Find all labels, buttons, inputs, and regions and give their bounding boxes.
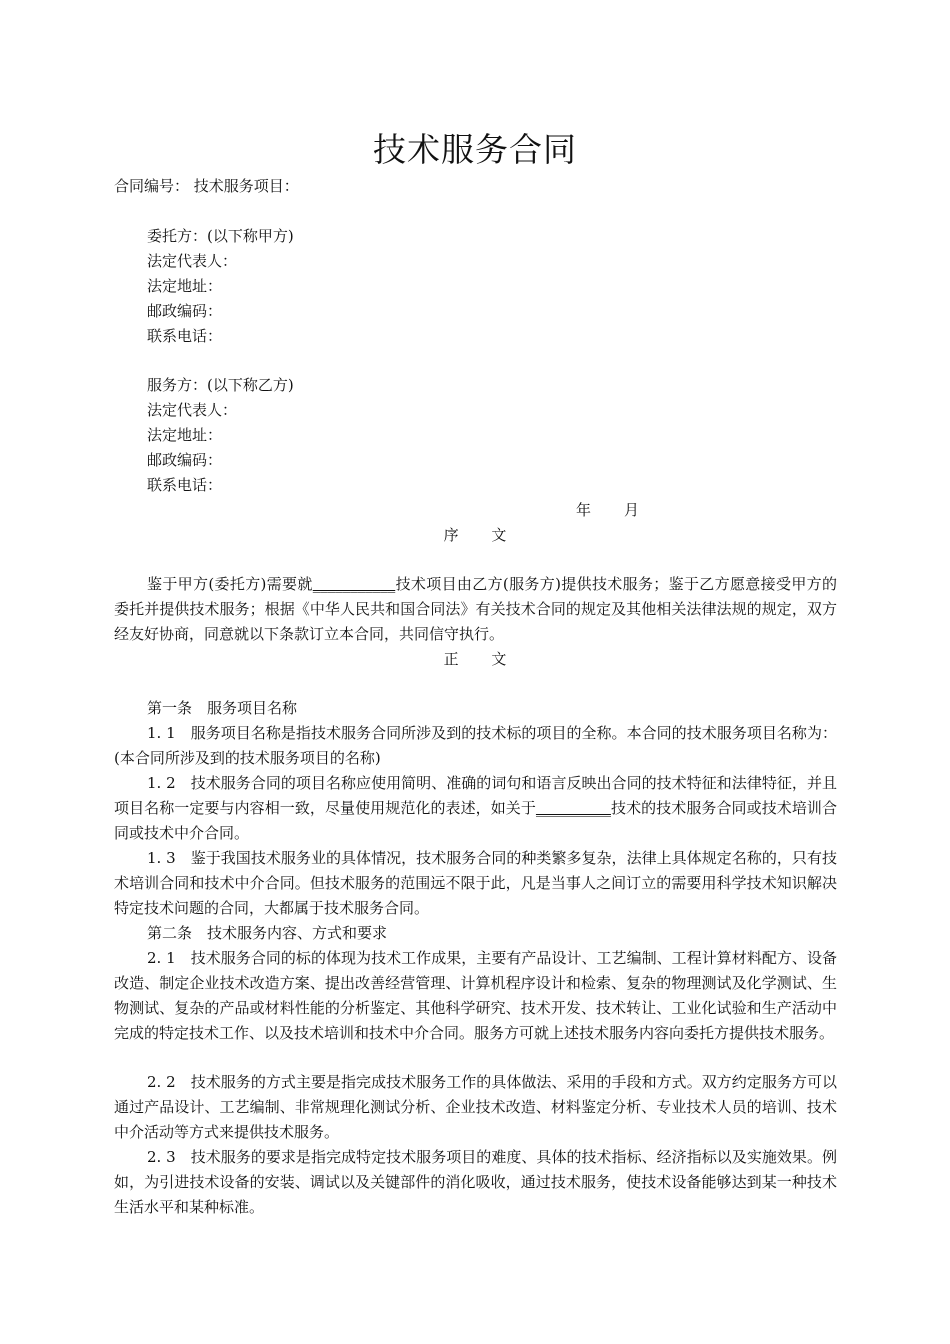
preface-blank: ___________ xyxy=(312,575,396,593)
provider-rep: 法定代表人： xyxy=(147,401,238,419)
client-rep: 法定代表人： xyxy=(147,252,238,270)
date-month: 月 xyxy=(624,501,640,519)
body-title: 正 文 xyxy=(443,650,507,668)
article-1-title: 第一条 服务项目名称 xyxy=(147,699,298,717)
provider-phone: 联系电话： xyxy=(147,476,223,494)
preface-text-2: 技术项目由乙方(服务方)提供技术服务；鉴于乙方愿意接受甲方的委托并提供技术服务；根据《中华人民共和国合同法》有关技术合同的规定及其他相关法律法规的规定，双方经友好协商，同意就以下条款订立本合同，共同信守执行。 xyxy=(114,575,837,643)
client-address: 法定地址： xyxy=(147,277,223,295)
preface-paragraph xyxy=(114,572,837,647)
article-2-title: 第二条 技术服务内容、方式和要求 xyxy=(147,924,388,942)
clause-1-2-text-1: 1. 2 技术服务合同的项目名称应使用简明、准确的词句和语言反映出合同的技术特征和法律特征，并且项目名称一定要与内容相一致，尽量使用规范化的表述，如关于 xyxy=(114,774,837,817)
client-heading: 委托方：(以下称甲方) xyxy=(147,227,294,245)
client-postcode: 邮政编码： xyxy=(147,302,223,320)
clause-1-2-blank: __________ xyxy=(535,799,611,817)
clause-1-2 xyxy=(114,771,837,846)
provider-heading: 服务方：(以下称乙方) xyxy=(147,376,294,394)
clause-1-1: 1. 1 服务项目名称是指技术服务合同所涉及到的技术标的项目的全称。本合同的技术服务项目名称为：(本合同所涉及到的技术服务项目的名称) xyxy=(114,724,837,767)
preface-text-1: 鉴于甲方(委托方)需要就 xyxy=(147,575,313,593)
clause-1-3: 1. 3 鉴于我国技术服务业的具体情况，技术服务合同的种类繁多复杂，法律上具体规定名称的，只有技术培训合同和技术中介合同。但技术服务的范围远不限于此，凡是当事人之间订立的需要用科学技术知识解决特定技术问题的合同，大都属于技术服务合同。 xyxy=(114,849,837,917)
clause-2-3: 2. 3 技术服务的要求是指完成特定技术服务项目的难度、具体的技术指标、经济指标以及实施效果。例如，为引进技术设备的安装、调试以及关键部件的消化吸收，通过技术服务，使技术设备能够达到某一种技术生活水平和某种标准。 xyxy=(114,1148,837,1216)
clause-2-2: 2. 2 技术服务的方式主要是指完成技术服务工作的具体做法、采用的手段和方式。双方约定服务方可以通过产品设计、工艺编制、非常规理化测试分析、企业技术改造、材料鉴定分析、专业技术人员的培训、技术中介活动等方式来提供技术服务。 xyxy=(114,1073,837,1141)
contract-number-line: 合同编号： 技术服务项目： xyxy=(114,177,299,195)
clause-1-2-text-2: 技术的技术服务合同或技术培训合同或技术中介合同。 xyxy=(114,799,837,842)
provider-address: 法定地址： xyxy=(147,426,223,444)
document-title: 技术服务合同 xyxy=(373,130,577,169)
clause-2-1: 2. 1 技术服务合同的标的体现为技术工作成果，主要有产品设计、工艺编制、工程计算材料配方、设备改造、制定企业技术改造方案、提出改善经营管理、计算机程序设计和检索、复杂的物理测试及化学测试、生物测试、复杂的产品或材料性能的分析鉴定、其他科学研究、技术开发、技术转让、工业化试验和生产活动中完成的特定技术工作、以及技术培训和技术中介合同。服务方可就上述技术服务内容向委托方提供技术服务。 xyxy=(114,949,837,1042)
provider-postcode: 邮政编码： xyxy=(147,451,223,469)
date-year: 年 xyxy=(576,501,592,519)
client-phone: 联系电话： xyxy=(147,327,223,345)
preface-title: 序 文 xyxy=(443,526,507,544)
